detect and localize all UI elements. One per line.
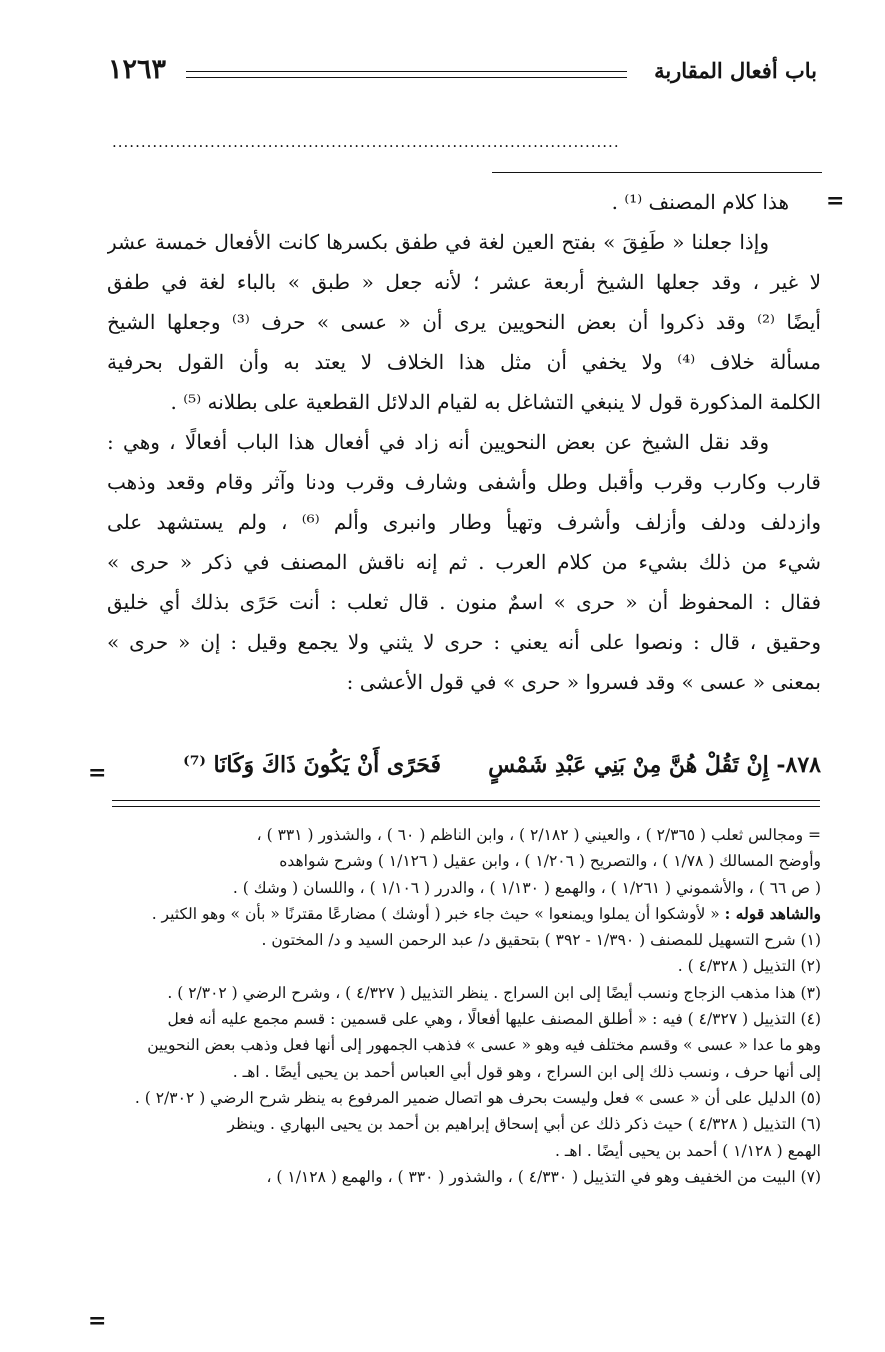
main-line: قارب وكارب وقرب وأقبل وطل وأشفى وشارف وقرب ودنا وآثر وقام وقعد وذهب [107, 470, 821, 494]
continuation-mark-top: = [826, 188, 845, 214]
footnote-line: وهو ما عدا « عسى » وقسم مختلف فيه وهو « عسى » فذهب الجمهور إلى أنها فعل وذهب بعض النحويين [147, 1036, 821, 1055]
dotted-separator: ........................................................................................ [112, 136, 620, 148]
footnote-line: (٢) التذييل ( ٤/٣٢٨ ) . [677, 957, 821, 976]
page-header [108, 54, 817, 92]
main-line: أيضًا ⁽²⁾ وقد ذكروا أن بعض النحويين يرى أن « عسى » حرف ⁽³⁾ وجعلها الشيخ [107, 310, 821, 334]
poetry-verse [121, 752, 821, 796]
footnote-bold-lead: والشاهد قوله : [724, 903, 821, 923]
footnote-line: ( ص ٦٦ ) ، والأشموني ( ١/٢٦١ ) ، والهمع ( ١/١٣٠ ) ، والدرر ( ١/١٠٦ ) ، واللسان ( وشك ) . [232, 878, 821, 897]
main-line: شيء من ذلك بشيء من كلام العرب . ثم إنه ناقش المصنف في ذكر « حرى » [107, 550, 821, 574]
footnote-line: وأوضح المسالك ( ١/٧٨ ) ، والتصريح ( ١/٢٠٦ ) ، وابن عقيل ( ١/١٢٦ ) وشرح شواهده [279, 852, 821, 871]
main-line: هذا كلام المصنف ⁽¹⁾ . [611, 190, 789, 214]
verse-first-hemistich: ٨٧٨- إِنْ تَقُلْ هُنَّ مِنْ بَنِي عَبْدِ شَمْسٍ [488, 752, 821, 778]
continuation-mark-verse: = [88, 760, 107, 786]
footnote-line: (٧) البيت من الخفيف وهو في التذييل ( ٤/٣٣٠ ) ، والشذور ( ٣٣٠ ) ، والهمع ( ١/١٢٨ ) ، [266, 1167, 821, 1186]
main-line: وحقيق ، قال : ونصوا على أنه يعني : حرى لا يثني ولا يجمع وقيل : إن « حرى » [107, 630, 821, 654]
footnotes [111, 822, 821, 1190]
footnote-line: الهمع ( ١/١٢٨ ) أحمد بن يحيى أيضًا . اهـ . [555, 1141, 821, 1160]
footnote-line: (٦) التذييل ( ٤/٣٢٨ ) حيث ذكر ذلك عن أبي إسحاق إبراهيم بن أحمد بن يحيى البهاري . وينظر [227, 1115, 821, 1134]
continuation-rule [492, 172, 822, 173]
verse-second-hemistich: فَحَرًى أَنْ يَكُونَ ذَاكَ وَكَانَا ⁽⁷⁾ [183, 752, 441, 778]
footnote-line: (١) شرح التسهيل للمصنف ( ١/٣٩٠ - ٣٩٢ ) بتحقيق د/ عبد الرحمن السيد و د/ المختون . [261, 931, 821, 950]
footnote-line: والشاهد قوله : « لأوشكوا أن يملوا ويمنعوا » حيث جاء خبر ( أوشك ) مضارعًا مقترنًا « بأن » وهو الكثير . [151, 903, 821, 923]
footnote-line: = ومجالس ثعلب ( ٢/٣٦٥ ) ، والعيني ( ٢/١٨٢ ) ، وابن الناظم ( ٦٠ ) ، والشذور ( ٣٣١ ) ، [256, 826, 821, 844]
main-line: فقال : المحفوظ أن « حرى » اسمٌ منون . قال ثعلب : أنت حَرًى بذلك أي خليق [107, 590, 821, 614]
page-number: ١٢٦٣ [108, 54, 167, 85]
main-line: وازدلف ودلف وأزلف وأشرف وتهيأ وطار وانبرى وألم ⁽⁶⁾ ، ولم يستشهد على [107, 510, 821, 534]
main-line: وإذا جعلنا « طَفِقَ » بفتح العين لغة في طفق بكسرها كانت الأفعال خمسة عشر [107, 230, 769, 254]
footnote-line: إلى أنها حرف ، ونسب ذلك إلى ابن السراج ، وهو قول أبي العباس أحمد بن يحيى أيضًا . اهـ . [232, 1062, 821, 1081]
footnote-line: (٥) الدليل على أن « عسى » فعل وليست بحرف هو اتصال ضمير المرفوع به ينظر شرح الرضي ( ٢/٣٠٢ ) . [134, 1088, 821, 1107]
main-line: لا غير ، وقد جعلها الشيخ أربعة عشر ؛ لأنه جعل « طبق » بالباء لغة في طفق [107, 270, 821, 294]
continuation-mark-bottom: = [88, 1308, 107, 1334]
footnote-double-rule [112, 800, 820, 807]
main-line: الكلمة المذكورة قول لا ينبغي التشاغل به لقيام الدلائل القطعية على بطلانه ⁽⁵⁾ . [170, 390, 821, 414]
main-line: بمعنى « عسى » وقد فسروا « حرى » في قول الأعشى : [346, 670, 821, 694]
footnote-line: (٤) التذييل ( ٤/٣٢٧ ) فيه : « أطلق المصنف عليها أفعالًا ، وهي على قسمين : قسم مجمع عليه أنه فعل [167, 1010, 821, 1029]
header-double-rule [186, 71, 627, 78]
running-title: باب أفعال المقاربة [654, 58, 817, 83]
main-line: مسألة خلاف ⁽⁴⁾ ولا يخفي أن مثل هذا الخلاف لا يعتد به وأن القول بحرفية [107, 350, 821, 374]
main-text [107, 182, 821, 702]
main-line: وقد نقل الشيخ عن بعض النحويين أنه زاد في أفعال هذا الباب أفعالًا ، وهي : [107, 430, 769, 454]
footnote-line: (٣) هذا مذهب الزجاج ونسب أيضًا إلى ابن السراج . ينظر التذييل ( ٤/٣٢٧ ) ، وشرح الرضي ( ٢/٣٠٢ ) . [167, 983, 821, 1002]
